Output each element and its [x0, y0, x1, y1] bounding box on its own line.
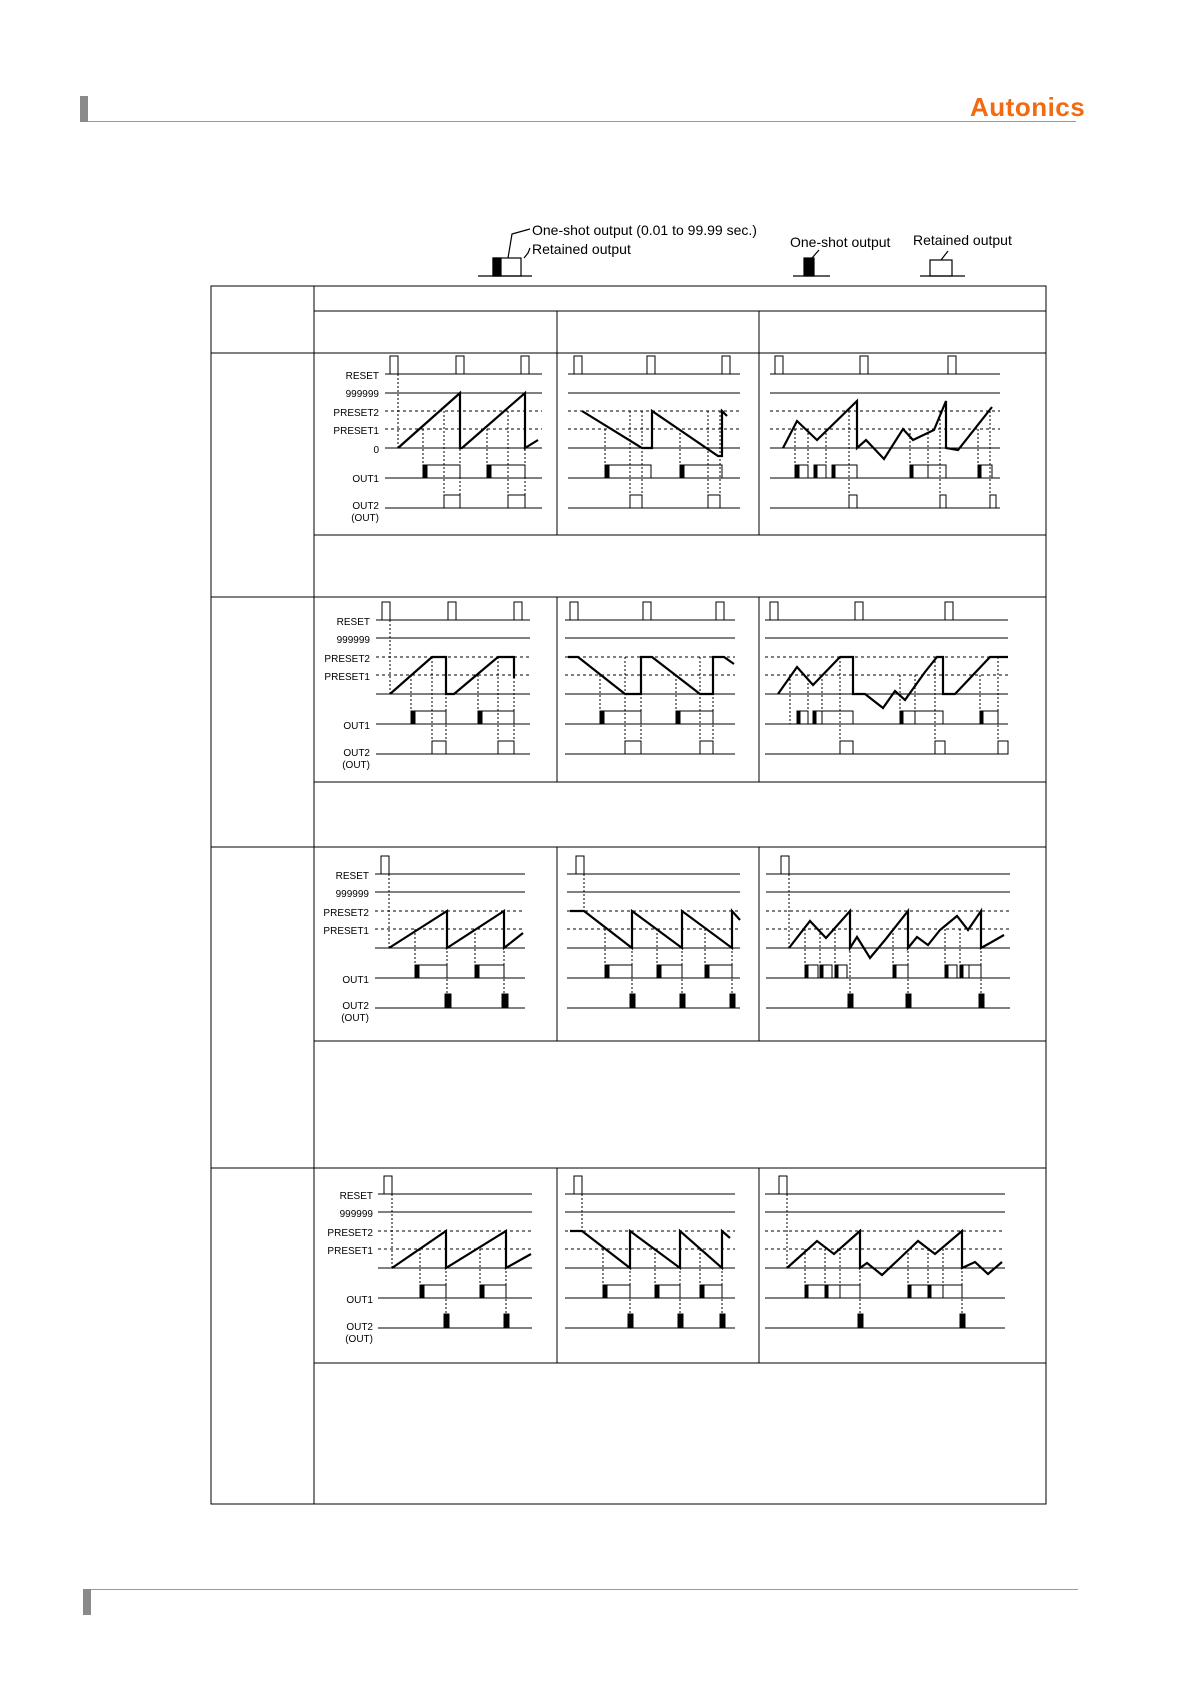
label-out2-sub: (OUT) [345, 1334, 373, 1345]
label-out1: OUT1 [342, 975, 369, 986]
label-out2: OUT2 [352, 501, 379, 512]
row2-down-diagram [565, 602, 735, 754]
label-999999: 999999 [339, 1209, 373, 1220]
label-out2-sub: (OUT) [341, 1013, 369, 1024]
label-out1: OUT1 [346, 1295, 373, 1306]
label-reset: RESET [336, 617, 370, 628]
brand-logo: Autonics [970, 92, 1086, 122]
label-out2: OUT2 [343, 748, 370, 759]
label-preset1: PRESET1 [324, 672, 370, 683]
row4-up-diagram [378, 1176, 532, 1328]
label-999999: 999999 [335, 889, 369, 900]
label-reset: RESET [345, 371, 379, 382]
label-preset2: PRESET2 [324, 654, 370, 665]
legend-one-shot-range: One-shot output (0.01 to 99.99 sec.) [532, 222, 757, 238]
row3-signal-labels [323, 871, 369, 1024]
legend-retained-output-2: Retained output [913, 232, 1012, 248]
label-out2-sub: (OUT) [351, 513, 379, 524]
label-preset2: PRESET2 [323, 908, 369, 919]
legend-retained-output: Retained output [532, 241, 631, 257]
row4-signal-labels [327, 1191, 373, 1345]
row3-updown-diagram [766, 856, 1010, 1008]
row2-signal-labels [324, 617, 370, 771]
label-out1: OUT1 [352, 474, 379, 485]
label-reset: RESET [335, 871, 369, 882]
row4-updown-diagram [765, 1176, 1005, 1328]
row1-down-diagram [568, 356, 740, 508]
label-out2: OUT2 [342, 1001, 369, 1012]
row1-signal-labels [333, 371, 379, 524]
label-preset1: PRESET1 [323, 926, 369, 937]
label-zero: 0 [373, 445, 379, 456]
label-999999: 999999 [345, 389, 379, 400]
row2-updown-diagram [765, 602, 1008, 754]
legend-retained-symbol [920, 251, 965, 276]
row1-updown-diagram [770, 356, 1000, 508]
label-out2-sub: (OUT) [342, 760, 370, 771]
label-preset2: PRESET2 [327, 1228, 373, 1239]
legend-combined-symbol [478, 229, 532, 276]
row3-up-diagram [375, 856, 525, 1008]
label-999999: 999999 [336, 635, 370, 646]
label-preset1: PRESET1 [327, 1246, 373, 1257]
row4-down-diagram [565, 1176, 735, 1328]
label-preset1: PRESET1 [333, 426, 379, 437]
label-reset: RESET [339, 1191, 373, 1202]
legend-one-shot-symbol [793, 250, 830, 276]
row3-down-diagram [567, 856, 740, 1008]
label-out1: OUT1 [343, 721, 370, 732]
label-out2: OUT2 [346, 1322, 373, 1333]
row1-up-diagram [385, 356, 542, 508]
label-preset2: PRESET2 [333, 408, 379, 419]
legend-one-shot-output: One-shot output [790, 234, 891, 250]
row2-up-diagram [376, 602, 530, 754]
